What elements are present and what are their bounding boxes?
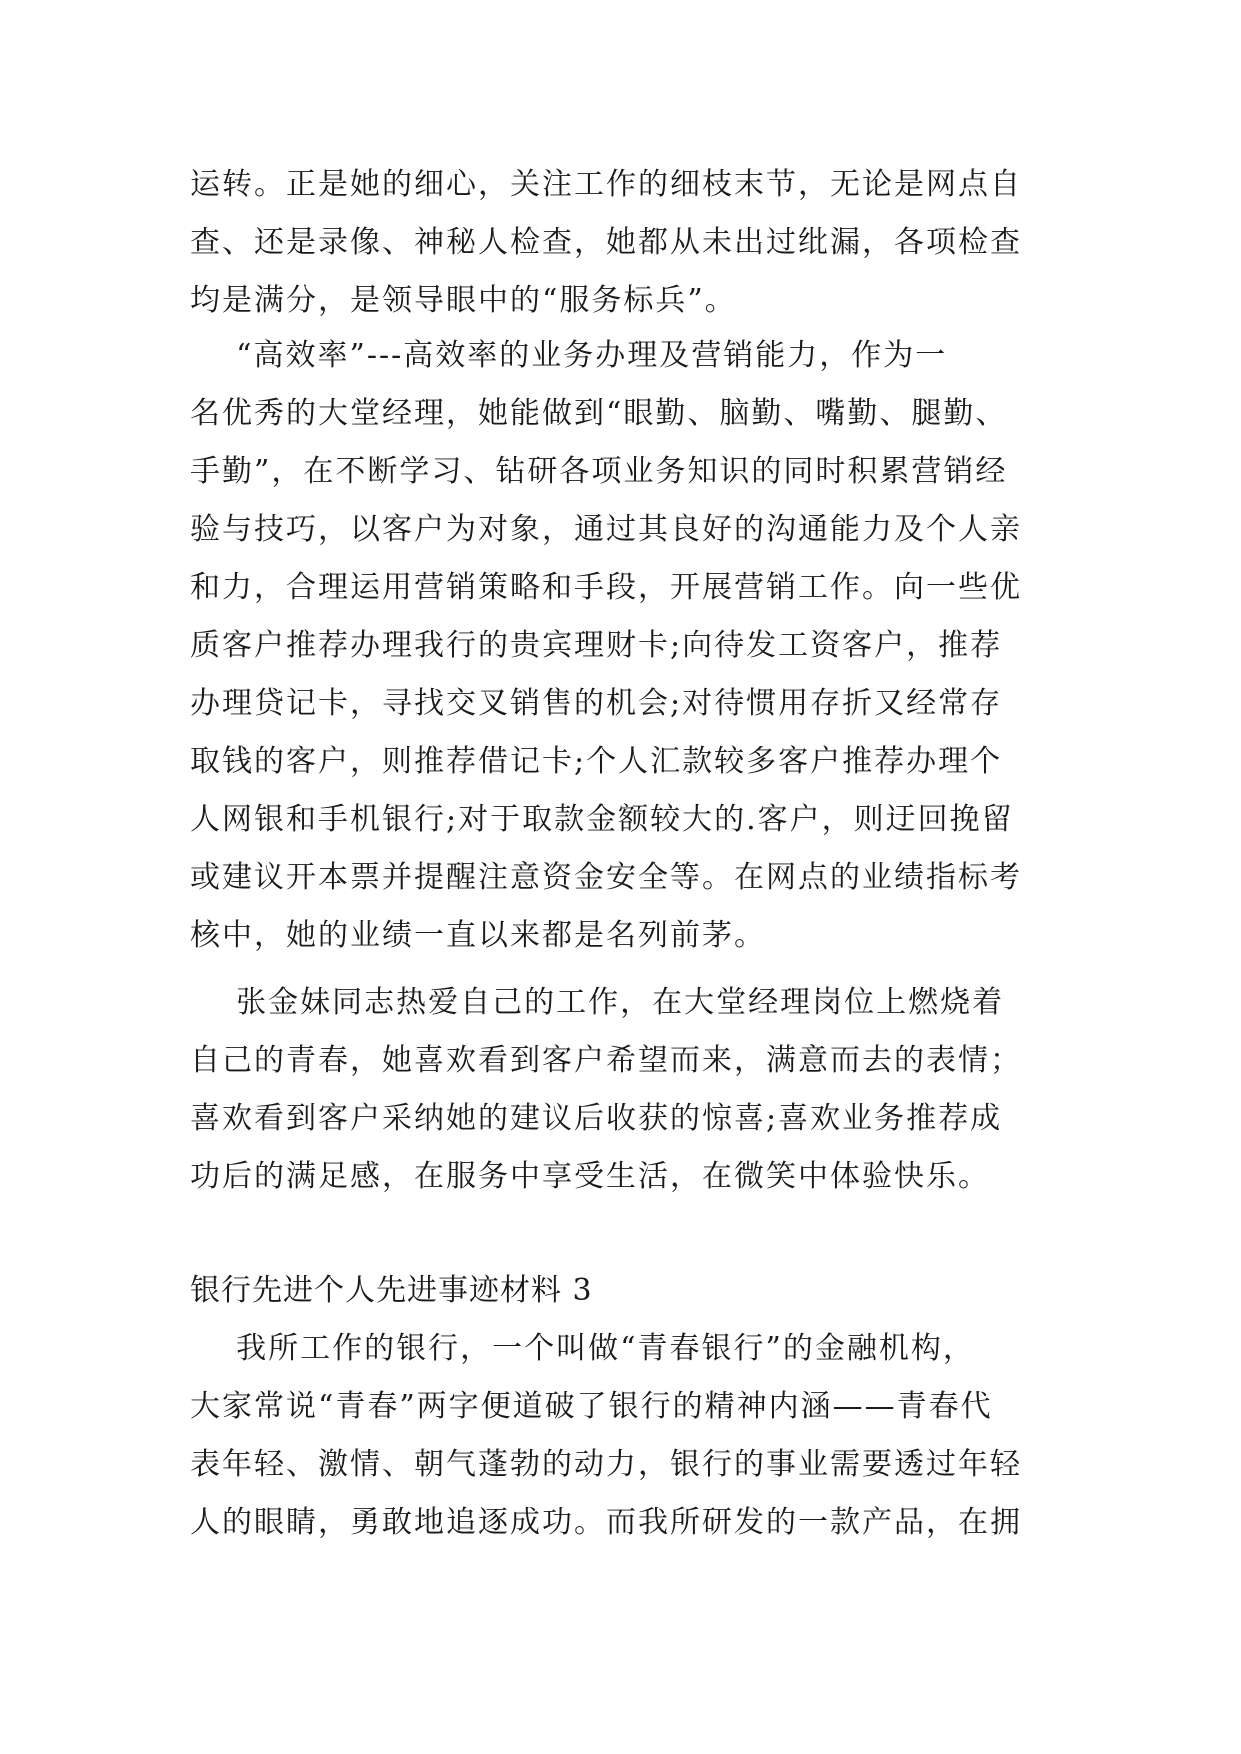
text-line: 运转。正是她的细心，关注工作的细枝末节，无论是网点自 bbox=[190, 167, 1022, 202]
text-line: 大家常说“青春”两字便道破了银行的精神内涵——青春代 bbox=[190, 1389, 993, 1424]
text-line: 核中，她的业绩一直以来都是名列前茅。 bbox=[190, 918, 766, 953]
text-line: 表年轻、激情、朝气蓬勃的动力，银行的事业需要透过年轻 bbox=[190, 1447, 1022, 1482]
text-line: 人的眼睛，勇敢地追逐成功。而我所研发的一款产品，在拥 bbox=[190, 1505, 1022, 1540]
text-line: 验与技巧，以客户为对象，通过其良好的沟通能力及个人亲 bbox=[190, 512, 1022, 547]
section-heading-block bbox=[190, 1262, 1070, 1320]
text-line: 名优秀的大堂经理，她能做到“眼勤、脑勤、嘴勤、腿勤、 bbox=[190, 396, 1008, 431]
text-line: 办理贷记卡，寻找交叉销售的机会;对待惯用存折又经常存 bbox=[190, 686, 1003, 721]
text-line: 喜欢看到客户采纳她的建议后收获的惊喜;喜欢业务推荐成 bbox=[190, 1101, 1003, 1136]
paragraph-service-detail bbox=[190, 156, 1070, 330]
text-line: 质客户推荐办理我行的贵宾理财卡;向待发工资客户，推荐 bbox=[190, 628, 1003, 663]
text-line: 人网银和手机银行;对于取款金额较大的.客户，则迂回挽留 bbox=[190, 802, 1014, 837]
text-line: 均是满分，是领导眼中的“服务标兵”。 bbox=[190, 283, 737, 318]
text-line: 取钱的客户，则推荐借记卡;个人汇款较多客户推荐办理个 bbox=[190, 744, 1003, 779]
section-heading: 银行先进个人先进事迹材料 3 bbox=[190, 1273, 593, 1308]
text-line: 手勤”，在不断学习、钻研各项业务知识的同时积累营销经 bbox=[190, 454, 1008, 489]
text-line: “高效率”---高效率的业务办理及营销能力，作为一 bbox=[190, 338, 948, 373]
text-line: 我所工作的银行，一个叫做“青春银行”的金融机构， bbox=[190, 1331, 975, 1366]
text-line: 或建议开本票并提醒注意资金安全等。在网点的业绩指标考 bbox=[190, 860, 1022, 895]
text-line: 张金妹同志热爱自己的工作，在大堂经理岗位上燃烧着 bbox=[190, 985, 1005, 1020]
text-line: 查、还是录像、神秘人检查，她都从未出过纰漏，各项检查 bbox=[190, 225, 1022, 260]
text-line: 和力，合理运用营销策略和手段，开展营销工作。向一些优 bbox=[190, 570, 1022, 605]
text-line: 功后的满足感，在服务中享受生活，在微笑中体验快乐。 bbox=[190, 1159, 990, 1194]
text-line: 自己的青春，她喜欢看到客户希望而来，满意而去的表情； bbox=[190, 1043, 1022, 1078]
paragraph-love-work bbox=[190, 974, 1070, 1206]
paragraph-youth-bank bbox=[190, 1320, 1070, 1552]
paragraph-high-efficiency bbox=[190, 327, 1070, 965]
